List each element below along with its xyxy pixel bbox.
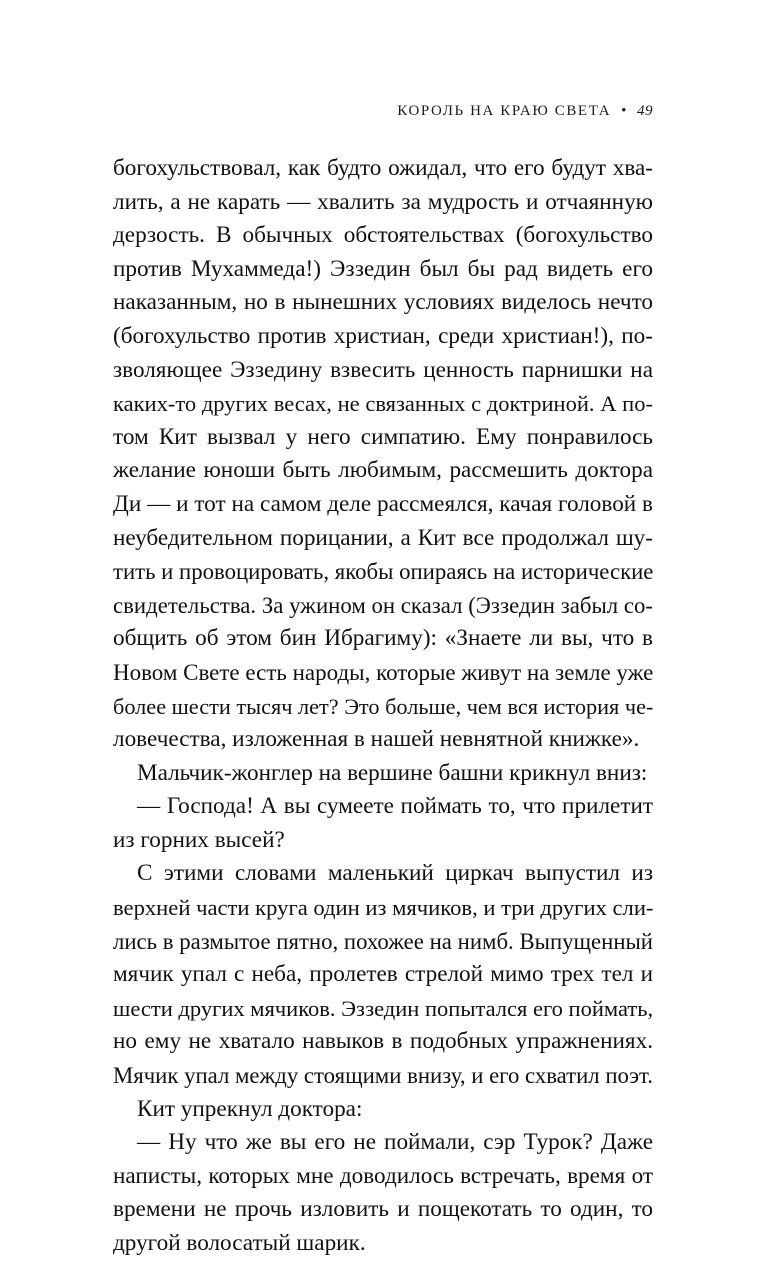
- page-number: 49: [637, 103, 653, 119]
- text-line: но ему не хватало навыков в подобных упражнениях.: [113, 1028, 653, 1055]
- text-line: (богохульство против христиан, среди христиан!), по-: [113, 322, 653, 349]
- text-line: С этими словами маленький циркач выпустил из: [137, 860, 653, 887]
- text-line: времени не прочь изловить и пощекотать то один, то: [113, 1196, 653, 1223]
- text-line: другой волосатый шарик.: [113, 1230, 366, 1256]
- text-line: тить и провоцировать, якобы опираясь на исторические: [113, 559, 654, 585]
- body-text: [113, 152, 653, 1261]
- text-line: богохульствовал, как будто ожидал, что его будут хва-: [113, 155, 653, 181]
- text-line: зволяющее Эззедину взвесить ценность парнишки на: [113, 356, 653, 383]
- text-line: шести других мячиков. Эззедин попытался его поймать,: [113, 995, 654, 1021]
- text-line: верхней части круга один из мячиков, и три других сли-: [113, 895, 654, 921]
- text-line: Ди — и тот на самом деле рассмеялся, качая головой в: [113, 490, 653, 517]
- text-line: Кит упрекнул доктора:: [137, 1095, 363, 1122]
- text-line: общить об этом бин Ибрагиму): «Знаете ли вы, что в: [113, 625, 653, 652]
- text-line: Новом Свете есть народы, которые живут на земле уже: [113, 659, 654, 685]
- text-line: лить, а не карать — хвалить за мудрость и отчаянную: [113, 188, 653, 215]
- text-line: — Господа! А вы сумеете поймать то, что прилетит: [137, 793, 653, 820]
- text-line: написты, которых мне доводилось встречать, время от: [113, 1162, 653, 1189]
- text-line: ловечества, изложенная в нашей невнятной книжке».: [113, 726, 640, 753]
- text-line: мячик упал с неба, пролетев стрелой мимо трех тел и: [113, 961, 653, 988]
- text-line: желание юноши быть любимым, рассмешить доктора: [113, 457, 653, 484]
- text-line: дерзость. В обычных обстоятельствах (богохульство: [113, 222, 653, 249]
- text-line: каких-то других весах, не связанных с доктриной. А по-: [113, 391, 653, 417]
- text-line: более шести тысяч лет? Это больше, чем вся история че-: [113, 693, 654, 719]
- text-line: наказанным, но в нынешних условиях виделось нечто: [113, 289, 653, 316]
- text-line: Мальчик-жонглер на вершине башни крикнул вниз:: [137, 759, 648, 786]
- running-header: [113, 103, 653, 120]
- text-line: Мячик упал между стоящими внизу, и его схватил поэт.: [113, 1063, 653, 1089]
- header-separator: •: [621, 103, 628, 119]
- text-line: из горних высей?: [113, 826, 285, 853]
- text-line: неубедительном порицании, а Кит все продолжал шу-: [113, 524, 653, 551]
- text-line: свидетельства. За ужином он сказал (Эззедин забыл со-: [113, 592, 653, 618]
- text-line: против Мухаммеда!) Эззедин был бы рад видеть его: [113, 255, 653, 282]
- text-line: том Кит вызвал у него симпатию. Ему понравилось: [113, 423, 653, 450]
- text-line: — Ну что же вы его не поймали, сэр Турок? Даже: [137, 1129, 653, 1156]
- running-title: КОРОЛЬ НА КРАЮ СВЕТА: [397, 103, 612, 119]
- text-line: лись в размытое пятно, похожее на нимб. Выпущенный: [113, 928, 653, 954]
